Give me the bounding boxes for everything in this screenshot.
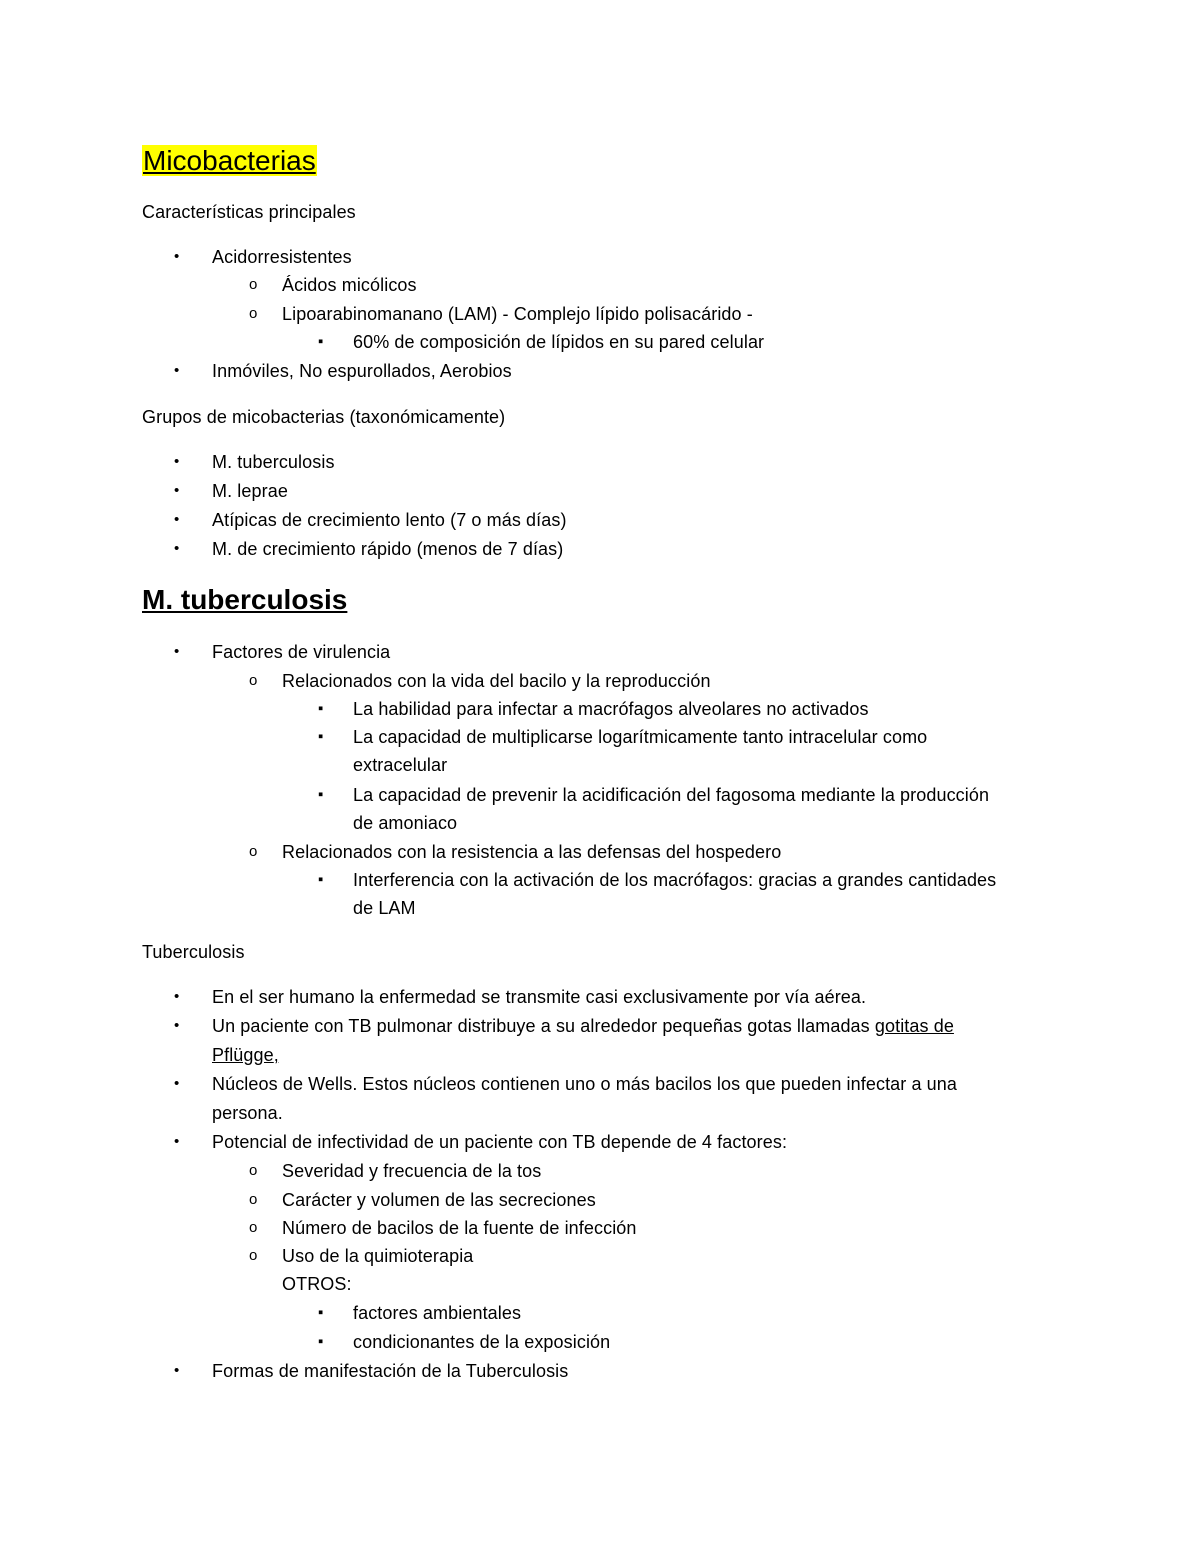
disc-bullet: •	[174, 248, 180, 265]
disc-bullet: •	[174, 362, 180, 379]
disc-bullet: •	[174, 643, 180, 660]
disc-bullet: •	[174, 1133, 180, 1150]
list-item: Acidorresistentes	[212, 247, 352, 267]
circle-bullet: o	[249, 1162, 258, 1179]
disc-bullet: •	[174, 453, 180, 470]
section-title-m-tuberculosis: M. tuberculosis	[142, 584, 348, 615]
disc-bullet: •	[174, 988, 180, 1005]
circle-bullet: o	[249, 843, 258, 860]
list-item-continuation: de amoniaco	[353, 813, 458, 833]
list-item	[212, 1014, 954, 1038]
disc-bullet: •	[174, 1017, 180, 1034]
list-item: En el ser humano la enfermedad se transmite casi exclusivamente por vía aérea.	[212, 987, 867, 1007]
list-item: M. tuberculosis	[212, 452, 335, 472]
list-item: Relacionados con la resistencia a las defensas del hospedero	[282, 842, 782, 862]
list-item: La capacidad de multiplicarse logarítmicamente tanto intracelular como	[353, 727, 928, 747]
list-item: La capacidad de prevenir la acidificación del fagosoma mediante la producción	[353, 785, 990, 805]
document-title	[142, 144, 317, 178]
list-item: Uso de la quimioterapia	[282, 1246, 474, 1266]
list-item: Núcleos de Wells. Estos núcleos contienen uno o más bacilos los que pueden infectar a una	[212, 1074, 958, 1094]
circle-bullet: o	[249, 1191, 258, 1208]
list-item: Ácidos micólicos	[282, 275, 417, 295]
square-bullet: ▪	[318, 786, 324, 803]
comma: ,	[273, 1045, 279, 1065]
list-item: Relacionados con la vida del bacilo y la reproducción	[282, 671, 711, 691]
list-item: M. de crecimiento rápido (menos de 7 días)	[212, 539, 564, 559]
square-bullet: ▪	[318, 333, 324, 350]
list-item-continuation: persona.	[212, 1103, 283, 1123]
square-bullet: ▪	[318, 1304, 324, 1321]
list-item: Atípicas de crecimiento lento (7 o más días)	[212, 510, 567, 530]
section-heading-tuberculosis: Tuberculosis	[142, 942, 245, 962]
circle-bullet: o	[249, 276, 258, 293]
disc-bullet: •	[174, 511, 180, 528]
list-item-continuation	[212, 1043, 279, 1067]
list-item: factores ambientales	[353, 1303, 522, 1323]
circle-bullet: o	[249, 1247, 258, 1264]
circle-bullet: o	[249, 305, 258, 322]
list-item-continuation: extracelular	[353, 755, 448, 775]
list-item: condicionantes de la exposición	[353, 1332, 611, 1352]
square-bullet: ▪	[318, 728, 324, 745]
list-item: Potencial de infectividad de un paciente con TB depende de 4 factores:	[212, 1132, 788, 1152]
list-item-continuation: de LAM	[353, 898, 416, 918]
list-item-text: Un paciente con TB pulmonar distribuye a su alrededor pequeñas gotas llamadas	[212, 1016, 875, 1036]
title-micobacterias: Micobacterias	[143, 145, 316, 176]
list-item: Factores de virulencia	[212, 642, 391, 662]
section-heading-grupos: Grupos de micobacterias (taxonómicamente)	[142, 407, 506, 427]
list-item: La habilidad para infectar a macrófagos alveolares no activados	[353, 699, 869, 719]
list-item: Carácter y volumen de las secreciones	[282, 1190, 596, 1210]
section-heading-caracteristicas: Características principales	[142, 202, 356, 222]
disc-bullet: •	[174, 540, 180, 557]
list-item: Interferencia con la activación de los macrófagos: gracias a grandes cantidades	[353, 870, 997, 890]
list-item: Inmóviles, No espurollados, Aerobios	[212, 361, 512, 381]
square-bullet: ▪	[318, 700, 324, 717]
disc-bullet: •	[174, 1362, 180, 1379]
underlined-term-gotitas: gotitas de	[874, 1016, 954, 1036]
square-bullet: ▪	[318, 871, 324, 888]
square-bullet: ▪	[318, 1333, 324, 1350]
disc-bullet: •	[174, 1075, 180, 1092]
list-item: Número de bacilos de la fuente de infección	[282, 1218, 637, 1238]
disc-bullet: •	[174, 482, 180, 499]
list-item: Formas de manifestación de la Tuberculosis	[212, 1361, 569, 1381]
list-item: Severidad y frecuencia de la tos	[282, 1161, 542, 1181]
list-item: 60% de composición de lípidos en su pared celular	[353, 332, 765, 352]
list-item: Lipoarabinomanano (LAM) - Complejo lípido polisacárido -	[282, 304, 753, 324]
list-item: M. leprae	[212, 481, 288, 501]
circle-bullet: o	[249, 672, 258, 689]
underlined-term-pflugge: Pflügge	[212, 1045, 274, 1065]
circle-bullet: o	[249, 1219, 258, 1236]
list-subheading-otros: OTROS:	[282, 1274, 352, 1294]
